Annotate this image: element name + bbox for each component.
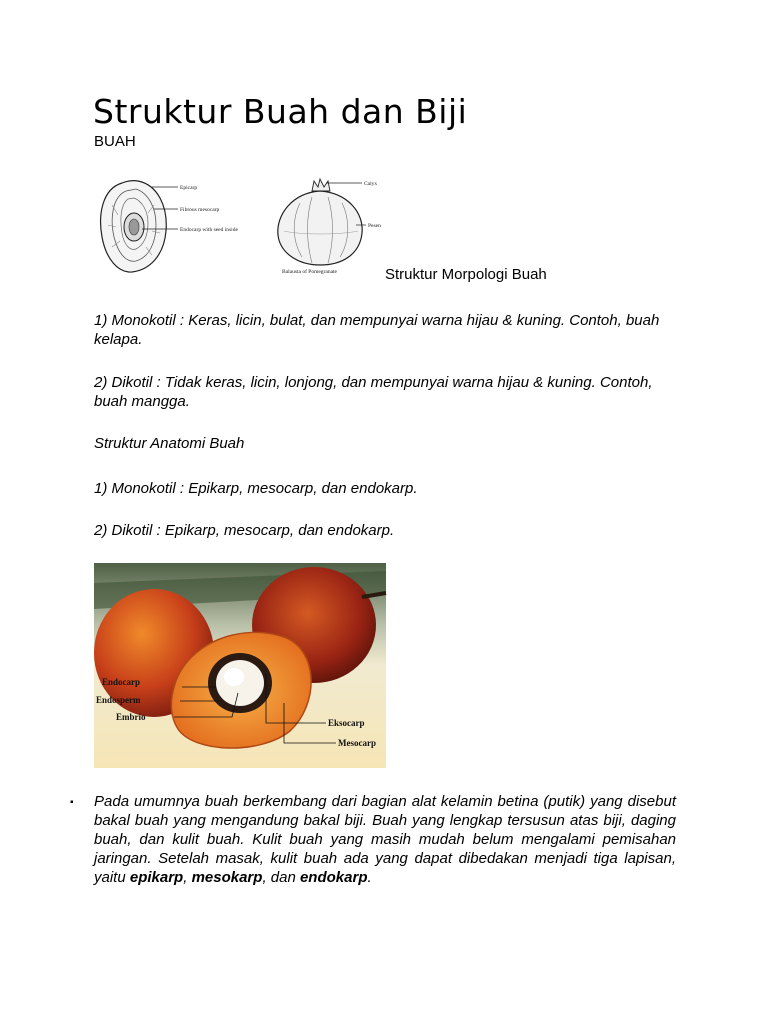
fruit-cross-section-sketch (92, 175, 238, 280)
calyx-label: Calyx (364, 181, 378, 187)
anatomy-caption: Struktur Anatomi Buah (94, 435, 245, 452)
endokarp-term: endokarp (299, 869, 368, 886)
section-heading: BUAH (94, 133, 136, 150)
morphology-caption: Struktur Morpologi Buah (385, 266, 547, 283)
body-end: . (367, 869, 372, 886)
endocarp-photo-label: Endocarp (102, 677, 141, 687)
palm-fruit-photo (94, 563, 386, 768)
embrio-photo-label: Embrio (116, 712, 146, 722)
bullet-icon: ▪ (70, 797, 74, 808)
epikarp-term: epikarp (129, 869, 184, 886)
page-title: Struktur Buah dan Biji (93, 92, 468, 131)
body-text-part: Pada umumnya buah berkembang dari bagian alat kelamin betina (putik) yang disebut bakal buah yang mengandung bakal biji. Buah yang lengkap tersusun atas biji, daging buah, dan kulit buah. Kulit buah yang masih mudah belum mengalami pemisahan jaringan. Setelah masak, kulit buah ada yang dapat dibedakan menjadi tiga lapisan, yaitu (94, 793, 676, 886)
body-separator: , (183, 869, 192, 886)
epicarp-label: Epicarp (180, 185, 198, 191)
endosperm-photo-label: Endosperm (96, 695, 141, 705)
anatomy-item-1: 1) Monokotil : Epikarp, mesocarp, dan endokarp. (94, 480, 418, 497)
morphology-item-2: 2) Dikotil : Tidak keras, licin, lonjong, dan mempunyai warna hijau & kuning. Contoh, buah mangga. (94, 374, 653, 410)
fibrous-mesocarp-label: Fibrous mesocarp (180, 207, 220, 213)
body-separator: , dan (262, 869, 300, 886)
pesen-label: Pesen (368, 223, 381, 229)
pomegranate-sketch (270, 175, 390, 280)
body-paragraph (94, 792, 676, 887)
anatomy-item-2: 2) Dikotil : Epikarp, mesocarp, dan endokarp. (94, 522, 395, 539)
mesocarp-photo-label: Mesocarp (338, 738, 376, 748)
endocarp-label: Endocarp with seed inside (180, 227, 238, 233)
mesokarp-term: mesokarp (191, 869, 263, 886)
pomegranate-caption: Balausta of Pomegranate (282, 269, 337, 275)
morphology-item-1: 1) Monokotil : Keras, licin, bulat, dan mempunyai warna hijau & kuning. Contoh, buah kelapa. (94, 312, 660, 348)
eksocarp-photo-label: Eksocarp (328, 718, 365, 728)
